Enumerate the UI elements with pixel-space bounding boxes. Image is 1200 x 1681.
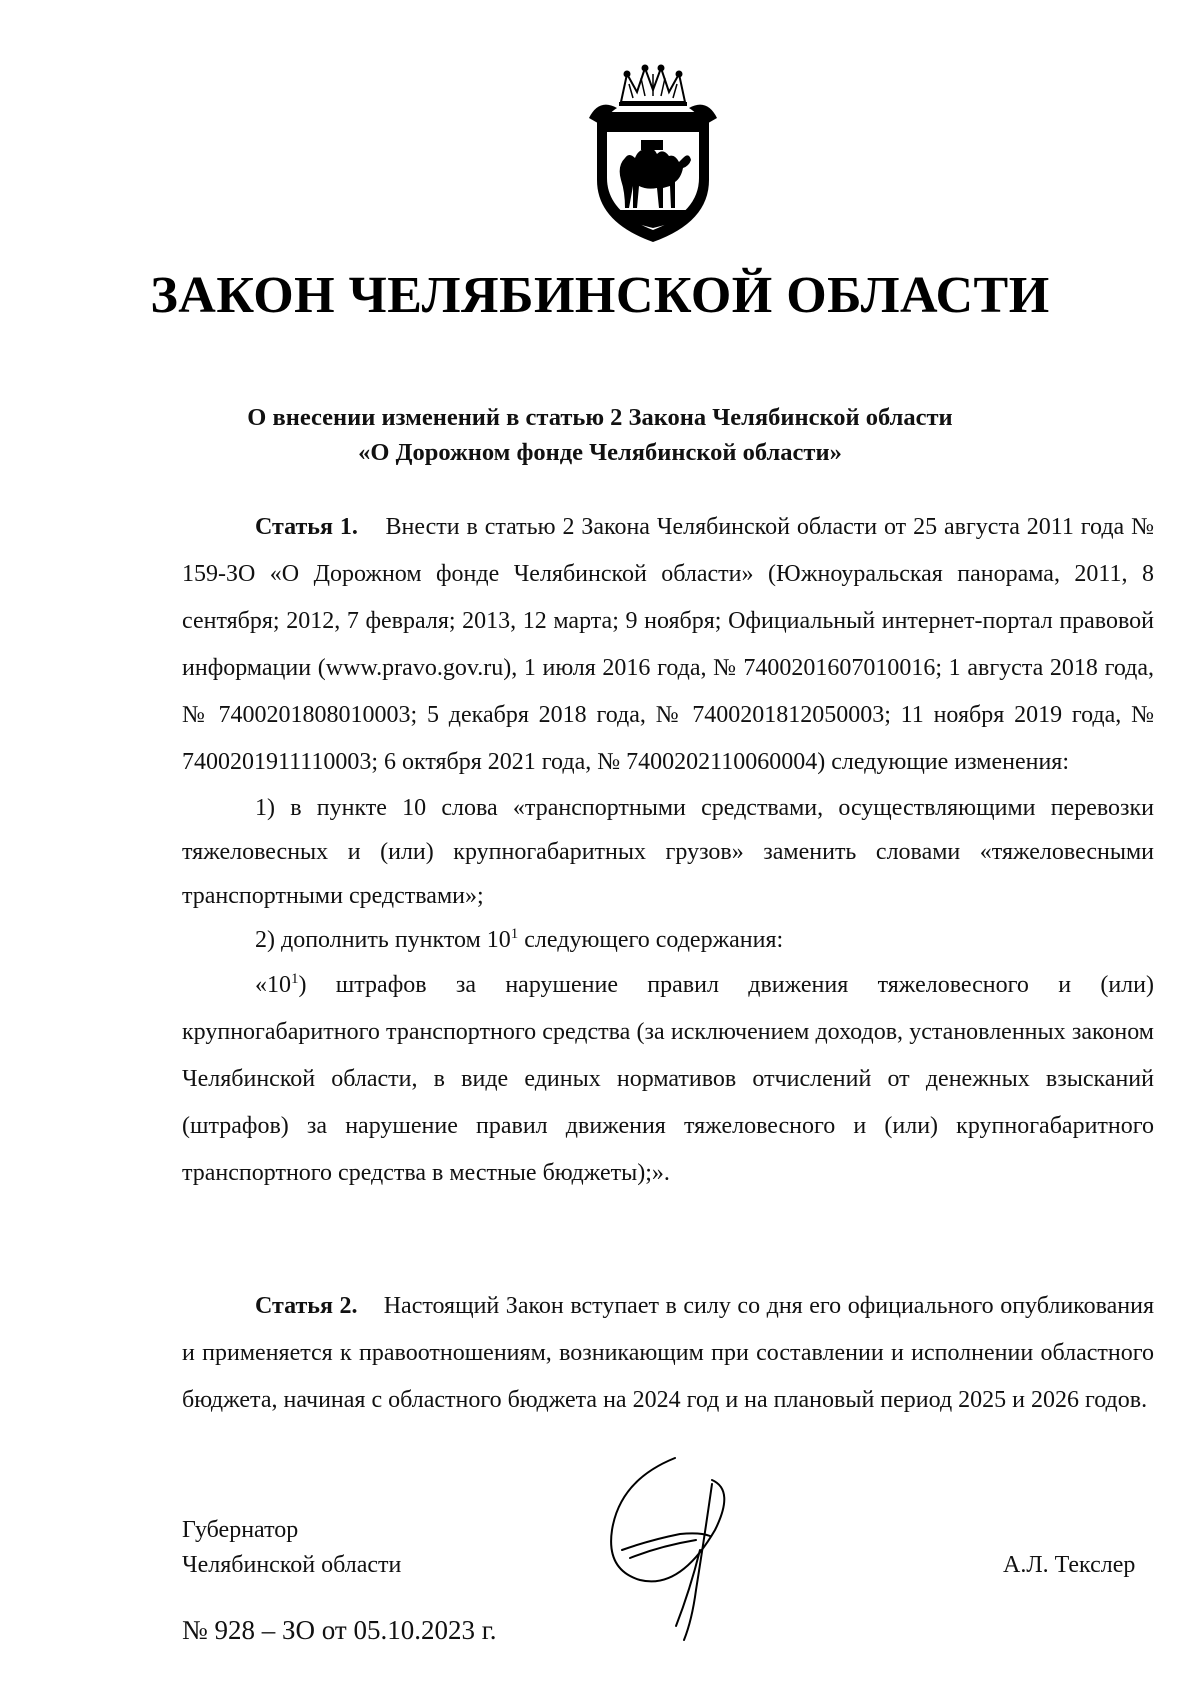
law-subtitle [0,400,1200,470]
article-1-item-2 [182,918,1154,962]
article-1-heading: Статья 1. [255,514,358,540]
signatory-name: А.Л. Текслер [1003,1552,1136,1578]
position-line-1: Губернатор [182,1517,299,1543]
article-1-intro [182,504,1154,786]
subtitle-line-1: О внесении изменений в статью 2 Закона Челябинской области [247,404,953,431]
article-2 [182,1283,1154,1424]
subtitle-line-2: «О Дорожном фонде Челябинской области» [358,439,842,466]
article-2-heading: Статья 2. [255,1293,358,1319]
item-2-prefix: 2) дополнить пунктом 10 [255,927,511,953]
article-1-item-1: 1) в пункте 10 слова «транспортными средствами, осуществляющими перевозки тяжеловесных и (или) крупногабаритных грузов» заменить словами «тяжеловесными транспортными средствами»; [182,795,1154,909]
registration-number: № 928 – ЗО от 05.10.2023 г. [182,1615,497,1645]
article-1 [182,504,1154,1197]
law-title: ЗАКОН ЧЕЛЯБИНСКОЙ ОБЛАСТИ [150,267,1050,324]
quote-superscript: 1 [291,971,299,987]
article-1-intro-text: Внести в статью 2 Закона Челябинской области от 25 августа 2011 года № 159-ЗО «О Дорожном фонде Челябинской области» (Южноуральская панорама, 2011, 8 сентября; 2012, 7 февраля; 2013, 12 марта; 9 ноября; Официальный интернет-портал правовой информации (www.pravo.gov.ru), 1 июля 2016 года, № 7400201607010016; 1 августа 2018 года, № 7400201808010003; 5 декабря 2018 года, № 7400201812050003; 11 ноября 2019 года, № 7400201911110003; 6 октября 2021 года, № 7400202110060004) следующие изменения: [182,514,1155,775]
article-2-body: Настоящий Закон вступает в силу со дня его официального опубликования и применяется к правоотношениям, возникающим при составлении и исполнении областного бюджета, начиная с областного бюджета на 2024 год и на плановый период 2025 и 2026 годов. [182,1293,1155,1413]
quote-text: ) штрафов за нарушение правил движения тяжеловесного и (или) крупногабаритного транспортного средства (за исключением доходов, установленных законом Челябинской области, в виде единых нормативов отчислений от денежных взысканий (штрафов) за нарушение правил движения тяжеловесного и (или) крупногабаритного транспортного средства в местные бюджеты);». [182,972,1154,1186]
handwritten-signature-icon [600,1450,750,1645]
position-line-2: Челябинской области [182,1552,402,1578]
article-2-text [182,1283,1154,1424]
item-2-suffix: следующего содержания: [518,927,784,953]
article-1-quote [182,962,1154,1197]
coat-of-arms-icon [583,62,723,247]
signatory-position [182,1513,401,1583]
item-2-superscript: 1 [510,926,519,942]
quote-prefix: «10 [255,972,291,998]
